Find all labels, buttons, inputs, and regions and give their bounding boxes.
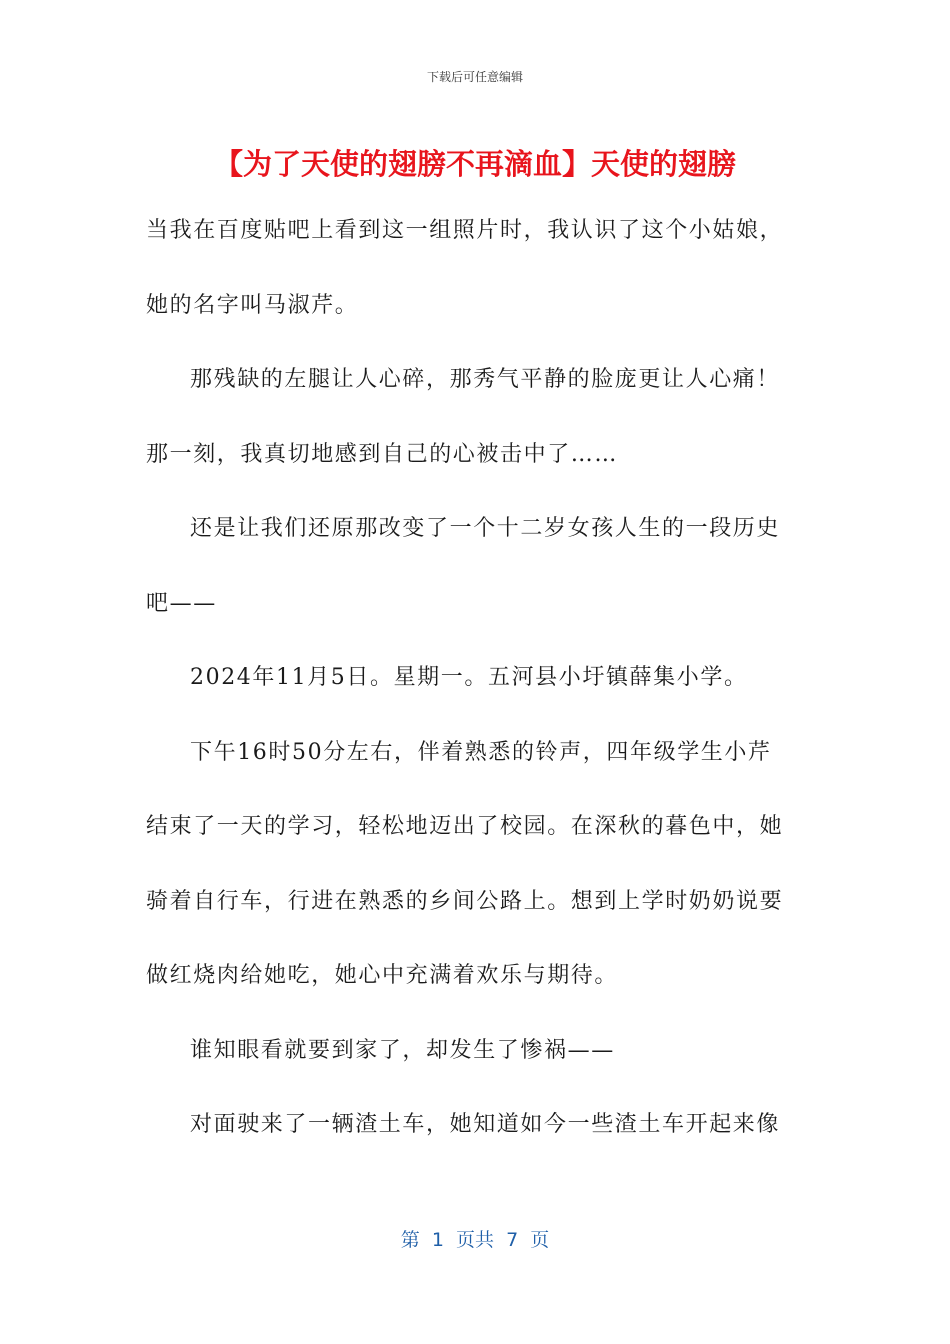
body-line: 谁知眼看就要到家了，却发生了惨祸—— [190, 1037, 615, 1063]
body-line: 她的名字叫马淑芹。 [146, 292, 359, 318]
body-line: 吧—— [146, 590, 217, 616]
header-note: 下载后可任意编辑 [426, 70, 523, 84]
body-line: 那一刻，我真切地感到自己的心被击中了…… [146, 441, 619, 467]
body-line: 2024年11月5日。星期一。五河县小圩镇薛集小学。 [190, 665, 748, 690]
body-line: 还是让我们还原那改变了一个十二岁女孩人生的一段历史 [190, 516, 781, 541]
body-line: 做红烧肉给她吃，她心中充满着欢乐与期待。 [146, 963, 619, 988]
body-line: 对面驶来了一辆渣土车，她知道如今一些渣土车开起来像 [190, 1112, 781, 1137]
page-number-footer: 第 1 页共 7 页 [400, 1229, 550, 1251]
body-line: 那残缺的左腿让人心碎，那秀气平静的脸庞更让人心痛！ [190, 367, 781, 392]
body-line: 骑着自行车，行进在熟悉的乡间公路上。想到上学时奶奶说要 [146, 888, 784, 914]
document-body [146, 194, 806, 1163]
document-title: 【为了天使的翅膀不再滴血】天使的翅膀 [213, 147, 736, 181]
body-line: 当我在百度贴吧上看到这一组照片时，我认识了这个小姑娘， [146, 218, 784, 243]
body-line: 下午16时50分左右，伴着熟悉的铃声，四年级学生小芹 [190, 739, 772, 765]
body-line: 结束了一天的学习，轻松地迈出了校园。在深秋的暮色中，她 [146, 814, 784, 839]
